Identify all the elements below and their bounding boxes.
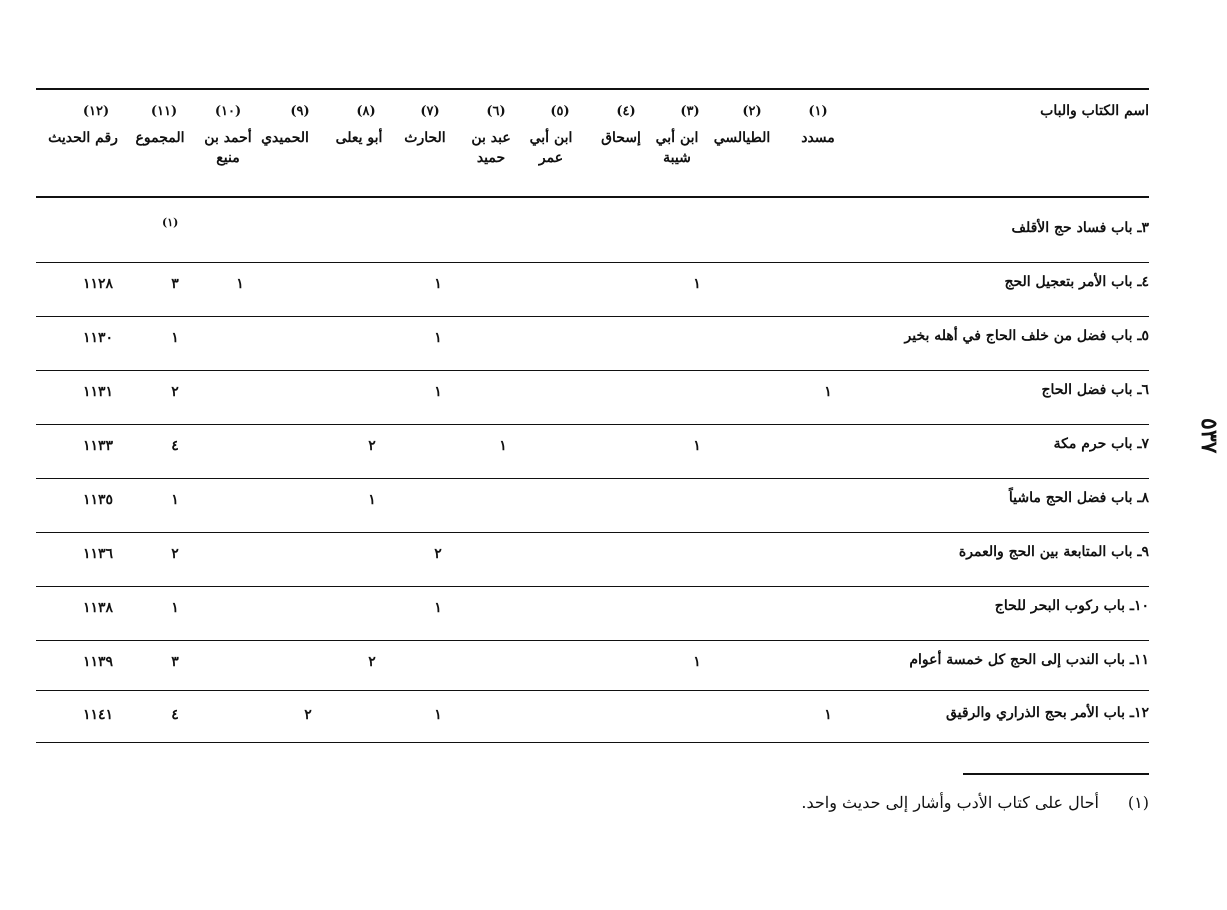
cell-col3: ١ <box>693 438 701 454</box>
row-divider <box>36 532 1149 533</box>
cell-col10: ١ <box>236 276 244 292</box>
title-column-header: اسم الكتاب والباب <box>1040 103 1149 119</box>
col-name-8: أبو يعلى <box>335 130 383 146</box>
row-title: ٥ـ باب فضل من خلف الحاج في أهله بخير <box>904 328 1149 344</box>
col-name-11: المجموع <box>135 130 185 146</box>
footnote-marker: (١) <box>1127 793 1149 812</box>
col-name-9: الحميدي <box>261 130 309 146</box>
col-name-12: رقم الحديث <box>48 130 118 146</box>
col-num-8: (٨) <box>356 104 376 119</box>
row-title: ٩ـ باب المتابعة بين الحج والعمرة <box>958 544 1149 560</box>
col-name-10: أحمد بن منيع <box>204 130 252 166</box>
col-num-7: (٧) <box>420 104 440 119</box>
row-divider <box>36 370 1149 371</box>
col-num-2: (٢) <box>742 104 762 119</box>
cell-col11: ٤ <box>171 707 179 723</box>
row-title: ٣ـ باب فساد حج الأقلف <box>1011 220 1149 236</box>
col-name-1: مسدد <box>801 130 835 146</box>
row-title: ١٠ـ باب ركوب البحر للحاج <box>994 598 1149 614</box>
cell-col11: ١ <box>171 492 179 508</box>
cell-col3: ١ <box>693 654 701 670</box>
cell-col8: ٢ <box>368 654 376 670</box>
cell-col8: ٢ <box>368 438 376 454</box>
header-bottom-rule <box>36 196 1149 198</box>
row-divider <box>36 690 1149 691</box>
cell-col1: ١ <box>824 384 832 400</box>
row-title: ١١ـ باب الندب إلى الحج كل خمسة أعوام <box>909 652 1149 668</box>
footnote-separator <box>963 773 1149 775</box>
col-name-7: الحارث <box>404 130 446 146</box>
cell-col12: ١١٣٣ <box>82 438 114 454</box>
col-num-5: (٥) <box>550 104 570 119</box>
cell-col12: ١١٣٩ <box>82 654 114 670</box>
cell-col6: ١ <box>499 438 507 454</box>
col-num-11: (١١) <box>150 104 178 119</box>
footnote-reference: (١) <box>162 216 179 229</box>
cell-col11: ٣ <box>171 654 179 670</box>
col-num-10: (١٠) <box>214 104 242 119</box>
cell-col12: ١١٤١ <box>82 707 114 723</box>
cell-col7: ٢ <box>434 546 442 562</box>
col-name-5: ابن أبي عمر <box>529 130 573 166</box>
cell-col12: ١١٣٠ <box>82 330 114 346</box>
col-num-6: (٦) <box>486 104 506 119</box>
col-name-2: الطيالسي <box>713 130 771 146</box>
page-number: ٥٣٧ <box>1196 418 1222 454</box>
cell-col11: ٣ <box>171 276 179 292</box>
row-title: ٤ـ باب الأمر بتعجيل الحج <box>1004 274 1149 290</box>
footnote-text: أحال على كتاب الأدب وأشار إلى حديث واحد. <box>801 793 1099 812</box>
cell-col8: ١ <box>368 492 376 508</box>
cell-col7: ١ <box>434 707 442 723</box>
cell-col12: ١١٣٨ <box>82 600 114 616</box>
cell-col12: ١١٣١ <box>82 384 114 400</box>
row-divider <box>36 586 1149 587</box>
cell-col7: ١ <box>434 384 442 400</box>
cell-col11: ٢ <box>171 546 179 562</box>
row-divider <box>36 424 1149 425</box>
row-title: ٨ـ باب فضل الحج ماشياً <box>1008 490 1149 506</box>
row-title: ١٢ـ باب الأمر بحج الذراري والرقيق <box>945 705 1149 721</box>
col-num-12: (١٢) <box>82 104 110 119</box>
cell-col7: ١ <box>434 276 442 292</box>
cell-col12: ١١٣٦ <box>82 546 114 562</box>
row-title: ٦ـ باب فضل الحاج <box>1041 382 1149 398</box>
row-divider <box>36 316 1149 317</box>
col-num-1: (١) <box>808 104 828 119</box>
cell-col3: ١ <box>693 276 701 292</box>
cell-col11: ١ <box>171 330 179 346</box>
row-divider <box>36 640 1149 641</box>
col-name-6: عبد بن حميد <box>471 130 511 166</box>
cell-col11: ١ <box>171 600 179 616</box>
row-title: ٧ـ باب حرم مكة <box>1053 436 1149 452</box>
cell-col12: ١١٢٨ <box>82 276 114 292</box>
row-divider <box>36 478 1149 479</box>
cell-col1: ١ <box>824 707 832 723</box>
cell-col7: ١ <box>434 600 442 616</box>
cell-col7: ١ <box>434 330 442 346</box>
row-divider <box>36 262 1149 263</box>
table-bottom-rule <box>36 742 1149 743</box>
col-name-4: إسحاق <box>601 130 641 146</box>
cell-col9: ٢ <box>304 707 312 723</box>
col-name-3: ابن أبي شيبة <box>655 130 699 166</box>
cell-col11: ٤ <box>171 438 179 454</box>
cell-col12: ١١٣٥ <box>82 492 114 508</box>
cell-col11: ٢ <box>171 384 179 400</box>
col-num-3: (٣) <box>680 104 700 119</box>
table-top-rule <box>36 88 1149 90</box>
col-num-4: (٤) <box>616 104 636 119</box>
col-num-9: (٩) <box>290 104 310 119</box>
